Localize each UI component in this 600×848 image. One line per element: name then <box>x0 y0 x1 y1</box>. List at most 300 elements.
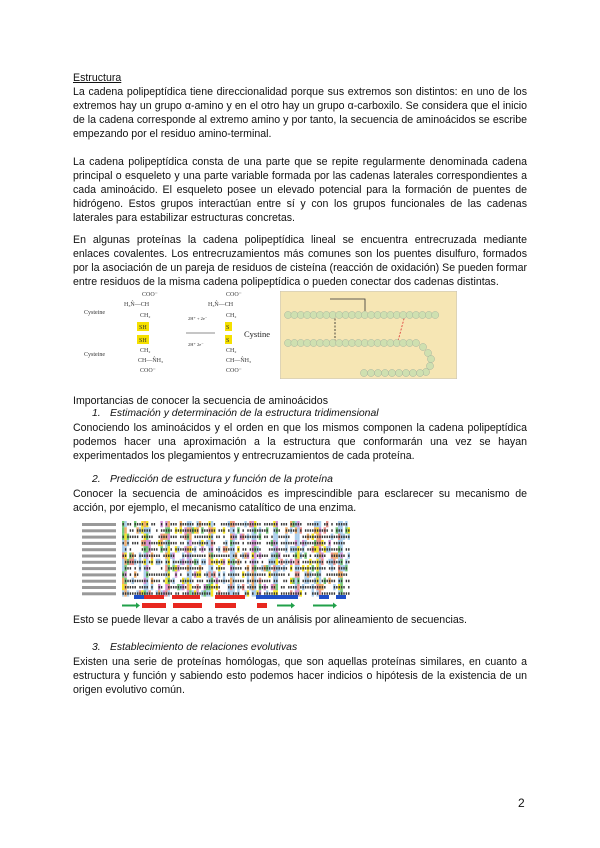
residue-letter <box>199 536 200 539</box>
residue-letter <box>199 592 200 595</box>
residue-letter <box>142 548 143 551</box>
residue-letter <box>343 523 344 526</box>
residue-letter <box>204 573 205 576</box>
residue-letter <box>339 555 340 558</box>
residue-letter <box>291 592 292 595</box>
secondary-structure-predicted <box>144 595 164 599</box>
residue-letter <box>305 580 306 583</box>
residue-letter <box>183 561 184 564</box>
residue-letter <box>331 567 332 570</box>
residue-letter <box>183 536 184 539</box>
residue-letter <box>142 586 143 589</box>
residue-letter <box>300 548 301 551</box>
item-3-title-text: Establecimiento de relaciones evolutivas <box>110 642 298 653</box>
residue-letter <box>334 573 335 576</box>
residue-letter <box>125 567 126 570</box>
residue-letter <box>300 555 301 558</box>
residue-letter <box>283 536 284 539</box>
residue-letter <box>327 529 328 532</box>
residue-letter <box>226 542 227 545</box>
residue-letter <box>130 592 131 595</box>
residue-letter <box>192 580 193 583</box>
residue-letter <box>257 592 258 595</box>
residue-letter <box>154 548 155 551</box>
residue-letter <box>139 567 140 570</box>
residue-letter <box>151 536 152 539</box>
item-1-text: Conociendo los aminoácidos y el orden en que los mismos componen la cadena polipeptídica podemos hacer una aproximación a la estructura que conformarán una vez se hayan experimentados los plegamientos y entrecruzamientos de cada proteína. <box>73 422 527 462</box>
residue-letter <box>202 542 203 545</box>
residue-letter <box>283 542 284 545</box>
residue-letter <box>185 586 186 589</box>
residue-letter <box>339 580 340 583</box>
residue-letter <box>348 536 349 539</box>
residue-letter <box>259 542 260 545</box>
residue-letter <box>247 529 248 532</box>
sequence-label <box>82 523 116 526</box>
residue-bead <box>329 311 336 318</box>
alignment-cell <box>122 565 124 571</box>
residue-letter <box>130 567 131 570</box>
residue-letter <box>250 529 251 532</box>
residue-letter <box>233 580 234 583</box>
coo-bottom-left: COO⁻ <box>140 368 156 374</box>
residue-letter <box>279 529 280 532</box>
residue-letter <box>300 529 301 532</box>
residue-bead <box>297 311 304 318</box>
residue-letter <box>171 586 172 589</box>
residue-letter <box>199 586 200 589</box>
residue-letter <box>156 592 157 595</box>
residue-letter <box>281 561 282 564</box>
residue-letter <box>137 536 138 539</box>
residue-letter <box>286 592 287 595</box>
residue-letter <box>331 548 332 551</box>
residue-letter <box>219 592 220 595</box>
residue-bead <box>412 339 419 346</box>
residue-letter <box>288 592 289 595</box>
alignment-cell <box>144 521 146 527</box>
residue-letter <box>310 580 311 583</box>
arrow-top-label: 2H⁺ + 2e⁻ <box>188 316 208 321</box>
residue-letter <box>216 586 217 589</box>
item-3-number: 3. <box>92 642 101 653</box>
residue-letter <box>295 592 296 595</box>
residue-letter <box>252 567 253 570</box>
s-top: S <box>226 325 230 331</box>
residue-letter <box>123 536 124 539</box>
residue-letter <box>190 580 191 583</box>
residue-letter <box>346 592 347 595</box>
residue-letter <box>312 567 313 570</box>
residue-bead <box>381 369 388 376</box>
residue-letter <box>341 580 342 583</box>
residue-letter <box>178 529 179 532</box>
residue-letter <box>207 573 208 576</box>
residue-letter <box>183 548 184 551</box>
residue-letter <box>137 592 138 595</box>
sequence-label <box>82 567 116 570</box>
residue-letter <box>341 586 342 589</box>
residue-letter <box>139 523 140 526</box>
residue-letter <box>339 548 340 551</box>
residue-letter <box>334 555 335 558</box>
residue-letter <box>243 573 244 576</box>
sh-bottom: SH <box>139 338 147 344</box>
residue-letter <box>195 548 196 551</box>
residue-letter <box>221 529 222 532</box>
residue-letter <box>185 555 186 558</box>
residue-letter <box>216 536 217 539</box>
residue-letter <box>271 592 272 595</box>
residue-bead <box>297 339 304 346</box>
residue-letter <box>139 555 140 558</box>
residue-letter <box>166 523 167 526</box>
residue-letter <box>264 592 265 595</box>
residue-letter <box>231 573 232 576</box>
residue-letter <box>336 586 337 589</box>
residue-letter <box>211 548 212 551</box>
residue-letter <box>298 548 299 551</box>
residue-letter <box>288 561 289 564</box>
residue-letter <box>197 580 198 583</box>
residue-letter <box>190 529 191 532</box>
residue-letter <box>319 529 320 532</box>
residue-letter <box>135 561 136 564</box>
residue-letter <box>322 586 323 589</box>
residue-letter <box>223 555 224 558</box>
residue-bead <box>367 369 374 376</box>
residue-letter <box>238 567 239 570</box>
residue-letter <box>231 536 232 539</box>
residue-letter <box>240 580 241 583</box>
residue-letter <box>228 548 229 551</box>
residue-letter <box>319 548 320 551</box>
residue-letter <box>240 555 241 558</box>
residue-letter <box>322 542 323 545</box>
residue-letter <box>247 536 248 539</box>
residue-letter <box>207 523 208 526</box>
residue-letter <box>123 542 124 545</box>
residue-letter <box>310 561 311 564</box>
residue-letter <box>190 555 191 558</box>
residue-letter <box>166 592 167 595</box>
residue-letter <box>336 523 337 526</box>
residue-letter <box>226 555 227 558</box>
residue-letter <box>202 536 203 539</box>
alignment-cell <box>124 534 126 540</box>
residue-letter <box>159 592 160 595</box>
residue-letter <box>252 529 253 532</box>
residue-letter <box>137 573 138 576</box>
residue-letter <box>348 592 349 595</box>
residue-letter <box>252 523 253 526</box>
residue-letter <box>154 523 155 526</box>
residue-letter <box>255 529 256 532</box>
item-2-text: Conocer la secuencia de aminoácidos es imprescindible para esclarecer su mecanismo de acción, por ejemplo, el mecanismo catalítico de una enzima. <box>73 488 527 514</box>
coo-top-left: COO⁻ <box>142 292 158 298</box>
residue-letter <box>317 561 318 564</box>
residue-letter <box>300 523 301 526</box>
residue-letter <box>240 586 241 589</box>
residue-letter <box>147 536 148 539</box>
residue-letter <box>264 529 265 532</box>
residue-letter <box>252 542 253 545</box>
residue-bead <box>400 311 407 318</box>
residue-letter <box>264 580 265 583</box>
residue-letter <box>322 561 323 564</box>
item-2-title-text: Predicción de estructura y función de la proteína <box>110 474 333 485</box>
residue-letter <box>267 567 268 570</box>
residue-letter <box>175 542 176 545</box>
residue-bead <box>310 311 317 318</box>
residue-letter <box>334 580 335 583</box>
residue-letter <box>295 586 296 589</box>
residue-letter <box>245 567 246 570</box>
residue-letter <box>238 548 239 551</box>
item-2-title <box>92 473 333 487</box>
residue-letter <box>147 573 148 576</box>
residue-letter <box>233 561 234 564</box>
residue-bead <box>360 369 367 376</box>
helix-bar <box>142 603 166 608</box>
residue-letter <box>262 567 263 570</box>
residue-letter <box>161 536 162 539</box>
residue-letter <box>341 548 342 551</box>
residue-letter <box>147 592 148 595</box>
residue-letter <box>219 548 220 551</box>
residue-letter <box>180 561 181 564</box>
residue-letter <box>339 529 340 532</box>
residue-letter <box>303 542 304 545</box>
sequence-label <box>82 529 116 532</box>
residue-letter <box>135 580 136 583</box>
alignment-cell <box>208 540 210 546</box>
residue-letter <box>202 580 203 583</box>
alignment-cell <box>254 553 256 559</box>
residue-letter <box>211 586 212 589</box>
alignment-cell <box>189 571 191 577</box>
ch-nh3-right: CH—N̂H₃ <box>226 358 252 364</box>
residue-letter <box>219 561 220 564</box>
alignment-cell <box>189 584 191 590</box>
residue-letter <box>283 567 284 570</box>
residue-letter <box>183 567 184 570</box>
residue-letter <box>223 592 224 595</box>
residue-letter <box>262 580 263 583</box>
residue-letter <box>317 573 318 576</box>
residue-letter <box>274 523 275 526</box>
residue-letter <box>204 586 205 589</box>
residue-letter <box>178 592 179 595</box>
alignment-cell <box>208 571 210 577</box>
residue-letter <box>300 567 301 570</box>
residue-letter <box>168 555 169 558</box>
residue-letter <box>252 561 253 564</box>
residue-letter <box>274 586 275 589</box>
residue-letter <box>283 586 284 589</box>
residue-letter <box>159 561 160 564</box>
residue-letter <box>161 542 162 545</box>
residue-letter <box>195 573 196 576</box>
ch2-left-bottom: CH₂ <box>140 348 151 354</box>
residue-letter <box>238 586 239 589</box>
residue-letter <box>163 573 164 576</box>
residue-letter <box>271 586 272 589</box>
residue-letter <box>327 536 328 539</box>
residue-letter <box>346 529 347 532</box>
residue-letter <box>197 529 198 532</box>
residue-letter <box>151 580 152 583</box>
residue-letter <box>312 573 313 576</box>
residue-bead <box>393 339 400 346</box>
alignment-cell <box>165 584 167 590</box>
residue-letter <box>319 542 320 545</box>
ch-nh3-left: CH—N̂H₃ <box>138 358 164 364</box>
residue-bead <box>310 339 317 346</box>
residue-letter <box>240 567 241 570</box>
arrow-head <box>333 603 337 609</box>
residue-letter <box>324 548 325 551</box>
sequence-label <box>82 573 116 576</box>
residue-letter <box>343 592 344 595</box>
residue-letter <box>315 580 316 583</box>
residue-letter <box>187 580 188 583</box>
residue-letter <box>132 580 133 583</box>
residue-letter <box>202 523 203 526</box>
residue-letter <box>315 567 316 570</box>
alignment-cell <box>273 534 275 540</box>
sequence-label <box>82 542 116 545</box>
residue-letter <box>348 561 349 564</box>
residue-letter <box>132 542 133 545</box>
residue-letter <box>303 548 304 551</box>
residue-letter <box>250 523 251 526</box>
residue-letter <box>125 580 126 583</box>
residue-letter <box>183 592 184 595</box>
residue-letter <box>305 536 306 539</box>
residue-letter <box>324 536 325 539</box>
residue-letter <box>255 561 256 564</box>
residue-letter <box>288 529 289 532</box>
residue-letter <box>307 567 308 570</box>
residue-letter <box>259 567 260 570</box>
item-3-text: Existen una serie de proteínas homólogas, que son aquellas proteínas similares, en cuanto a estructura y función y sabiendo esto podemos hacer indicios o hipótesis de la existencia de un origen evolutivo común. <box>73 656 527 696</box>
residue-letter <box>159 555 160 558</box>
residue-letter <box>192 548 193 551</box>
residue-bead <box>348 339 355 346</box>
residue-bead <box>374 339 381 346</box>
residue-letter <box>235 567 236 570</box>
alignment-cell <box>122 527 124 533</box>
residue-letter <box>293 548 294 551</box>
residue-letter <box>348 580 349 583</box>
residue-letter <box>283 561 284 564</box>
residue-letter <box>149 542 150 545</box>
residue-letter <box>175 592 176 595</box>
alignment-cell <box>124 540 126 546</box>
residue-letter <box>317 592 318 595</box>
residue-letter <box>214 529 215 532</box>
residue-bead <box>355 311 362 318</box>
residue-letter <box>339 567 340 570</box>
residue-letter <box>310 529 311 532</box>
residue-letter <box>243 523 244 526</box>
residue-bead <box>361 311 368 318</box>
residue-letter <box>346 573 347 576</box>
alignment-cell <box>230 578 232 584</box>
residue-letter <box>240 536 241 539</box>
residue-letter <box>173 586 174 589</box>
residue-letter <box>307 542 308 545</box>
residue-letter <box>163 536 164 539</box>
residue-letter <box>339 542 340 545</box>
residue-letter <box>159 586 160 589</box>
residue-letter <box>142 561 143 564</box>
residue-letter <box>291 586 292 589</box>
residue-letter <box>336 529 337 532</box>
residue-letter <box>161 567 162 570</box>
residue-letter <box>207 542 208 545</box>
residue-letter <box>192 586 193 589</box>
residue-letter <box>271 573 272 576</box>
secondary-structure-predicted <box>172 595 200 599</box>
residue-letter <box>142 536 143 539</box>
cystine-formation-figure <box>80 290 280 380</box>
residue-letter <box>154 555 155 558</box>
residue-letter <box>156 548 157 551</box>
residue-letter <box>180 529 181 532</box>
residue-letter <box>161 573 162 576</box>
residue-letter <box>312 548 313 551</box>
disulfide-chain-figure <box>280 291 457 379</box>
residue-letter <box>219 586 220 589</box>
residue-letter <box>259 548 260 551</box>
residue-letter <box>274 592 275 595</box>
residue-letter <box>315 592 316 595</box>
residue-letter <box>262 561 263 564</box>
residue-letter <box>163 555 164 558</box>
residue-letter <box>288 555 289 558</box>
residue-letter <box>286 561 287 564</box>
residue-letter <box>171 529 172 532</box>
residue-letter <box>276 555 277 558</box>
residue-letter <box>144 580 145 583</box>
residue-letter <box>288 573 289 576</box>
residue-letter <box>168 542 169 545</box>
residue-letter <box>243 580 244 583</box>
item-3-title <box>92 641 297 655</box>
residue-letter <box>331 573 332 576</box>
residue-letter <box>243 548 244 551</box>
alignment-cell <box>230 527 232 533</box>
residue-letter <box>346 567 347 570</box>
secondary-structure-predicted <box>336 595 346 599</box>
residue-letter <box>283 580 284 583</box>
residue-letter <box>166 561 167 564</box>
residue-letter <box>202 592 203 595</box>
residue-letter <box>315 561 316 564</box>
residue-letter <box>151 548 152 551</box>
residue-letter <box>317 536 318 539</box>
strand-arrow <box>313 605 333 607</box>
residue-bead <box>368 339 375 346</box>
residue-letter <box>276 542 277 545</box>
residue-letter <box>295 573 296 576</box>
residue-letter <box>300 542 301 545</box>
residue-letter <box>281 542 282 545</box>
residue-letter <box>183 586 184 589</box>
residue-letter <box>216 548 217 551</box>
